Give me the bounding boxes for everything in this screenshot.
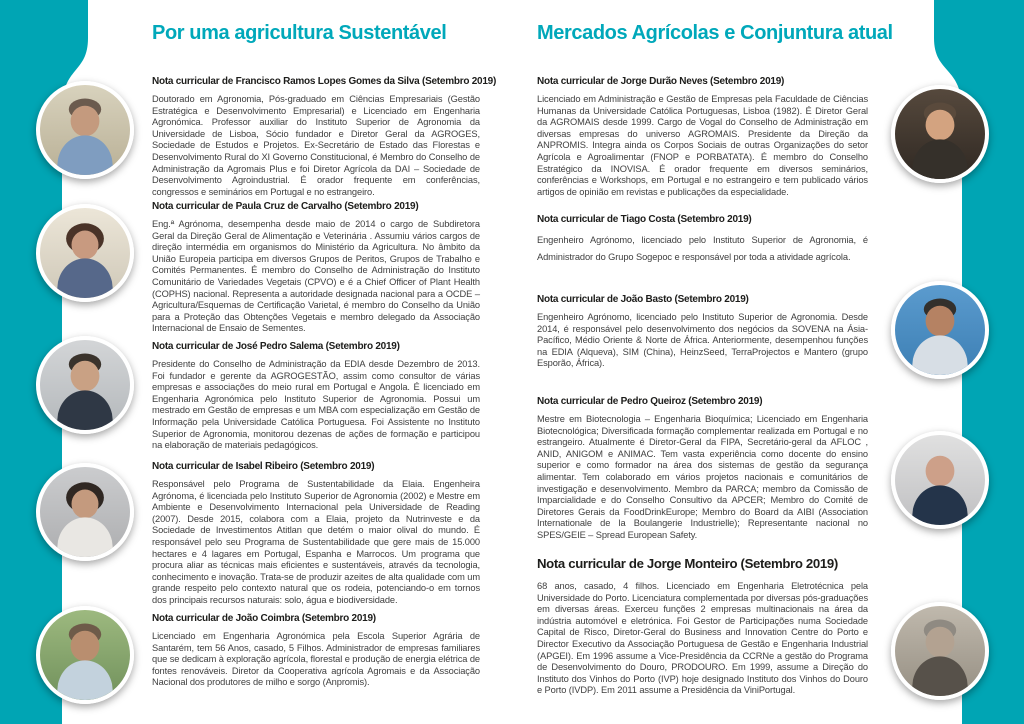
portrait-photo-jose-pedro-salema xyxy=(36,336,134,434)
bio-joao-coimbra xyxy=(152,613,480,689)
bio-text: Mestre em Biotecnologia – Engenharia Bioquímica; Licenciado em Engenharia Biotecnológica; Diversificada formação complementar realizada em Portugal e no estrangeiro. Atualmente é Diretor-Geral da FIPA, Secretário-geral da AFLOC , ANID, ANIGOM e ANIMAC. Tem vasta experiência como docente do ensino superior e como formador na área dos sistemas de gestão da segurança alimentar. Tem colaborado em vários projetos nacionais e comunitários de investigação e desenvolvimento. Membro da PARCA; membro da Comissão de Imparcialidade e do Conselho Consultivo da APCER; Membro do Comité de Diretores Gerais da FoodDrinkEurope; Membro do Board da AIBI (Association Internationale de la Boulangerie Industrielle); Representante nacional no SPES/GEIE – Spread European Safety. xyxy=(537,414,868,540)
bio-jorge-monteiro xyxy=(537,556,868,697)
bio-text: Presidente do Conselho de Administração da EDIA desde Dezembro de 2013. Foi fundador e gerente da AGROGESTÃO, assim como consultor de várias empresas e associações do meio rural em Portugal e Angola. É licenciado em Engenharia Agronómica pelo Instituto Superior de Agronomia. Possui um mestrado em Gestão de empresas e um MBA com especialização em Gestão de Informação pela Universidade Católica Portuguesa. Foi Assistente no Instituto Superior de Agronomia, monitorou dezenas de ações de formação e participou na elaboração de materiais pedagógicos. xyxy=(152,359,480,451)
bio-heading: Nota curricular de Jorge Monteiro (Setembro 2019) xyxy=(537,556,838,571)
bio-text: 68 anos, casado, 4 filhos. Licenciado em Engenharia Eletrotécnica pela Universidade do Porto. Licenciatura complementada por diversas pós-graduações em diversas áreas. Exerceu funções 2 empresas multinacionais na área da indústria automóvel e eletrónica. Foi Gestor de Participações numa Sociedade Capital de Risco, Diretor-Geral do Business and Innovation Centre do Porto e Director Executivo da Associação Portuguesa de Gestão e Engenharia Industrial (APGEI). Em 1996 assume a Vice-Presidência da CCRNe a gestão do Programa de Desenvolvimento do Douro, PRODOURO. Em 1999, assume a Direção do Instituto dos Vinhos do Porto (IVP) hoje designado Instituto dos Vinhos do Douro e Porto (IVDP). Em 2011 assume a Presidência da ViniPortugal. xyxy=(537,581,868,696)
bio-paula-cruz-carvalho xyxy=(152,201,480,335)
bio-text: Engenheiro Agrónomo, licenciado pelo Instituto Superior de Agronomia, é Administrador do Grupo Sogepoc e responsável por toda a atividade agrícola. xyxy=(537,235,868,262)
bio-heading: Nota curricular de José Pedro Salema (Setembro 2019) xyxy=(152,341,400,352)
bio-heading: Nota curricular de João Coimbra (Setembro 2019) xyxy=(152,613,376,624)
bio-text: Engenheiro Agrónomo, licenciado pelo Instituto Superior de Agronomia. Desde 2014, é responsável pelo desenvolvimento dos negócios da SOVENA na Ásia-Pacífico, Médio Oriente & Norte de África. Anteriormente, desempenhou funções na EDIA (Alqueva), SIM (China), HeinzSeed, TerraProjectos e Mantero (grupo Esporão, África). xyxy=(537,312,868,369)
portrait-photo-isabel-ribeiro xyxy=(36,463,134,561)
bio-text: Licenciado em Engenharia Agronómica pela Escola Superior Agrária de Santarém, tem 56 Anos, casado, 5 Filhos. Administrador de empresas familiares que se dedicam à exploração agrícola, florestal e produção de energia elétrica de fontes renováveis. Diretor da Cooperativa agrícola Agromais e da Associação Nacional dos produtores de milho e sorgo (Anpromis). xyxy=(152,631,480,688)
bio-heading: Nota curricular de Pedro Queiroz (Setembro 2019) xyxy=(537,396,763,407)
bio-heading: Nota curricular de Isabel Ribeiro (Setembro 2019) xyxy=(152,461,375,472)
portrait-photo-pedro-queiroz xyxy=(891,431,989,529)
portrait-photo-jorge-monteiro xyxy=(891,602,989,700)
bio-text: Licenciado em Administração e Gestão de Empresas pela Faculdade de Ciências Humanas da Universidade Católica Portuguesas, Lisboa (1982). É Diretor Geral da AGROMAIS desde 1999. Cargo de Vogal do Conselho de Administração em diversas empresas do universo AGROMAIS. Presidente da Direção da ANPROMIS. Integra ainda os Corpos Sociais de outras Organizações do setor Agrícola e Agroalimentar (FNOP e PORBATATA). É membro do Conselho Estratégico da INOVISA. É orador frequente em diversos seminários, conferências e Workshops, em Portugal e no estrangeiro e tem publicado vários artigos de opinião em revistas e publicações da especialidade. xyxy=(537,94,868,197)
bio-tiago-costa xyxy=(537,214,868,266)
bio-pedro-queiroz xyxy=(537,396,868,542)
portrait-photo-joao-basto xyxy=(891,281,989,379)
bio-francisco-ramos xyxy=(152,76,497,198)
bio-text: Doutorado em Agronomia, Pós-graduado em Ciências Empresariais (Gestão Estratégica e Desenvolvimento Empresarial) e Licenciado em Engenharia Agronómica. Professor auxiliar do Instituto Superior de Agronomia da Universidade de Lisboa, Sócio fundador e Diretor Geral da AGROGES, Sociedade de Estudos e Projetos. Ex-Secretário de Estado das Florestas e Desenvolvimento Rural do XI Governo Constitucional, é Membro do Conselho de Administração da Agromais Plus e foi Diretor Agrícola da DAI – Sociedade de Desenvolvimento Agroindustrial. É orador frequente em conferências, congressos e seminários em Portugal e no estrangeiro. xyxy=(152,94,480,197)
bio-isabel-ribeiro xyxy=(152,461,480,607)
bio-heading: Nota curricular de Paula Cruz de Carvalho (Setembro 2019) xyxy=(152,201,419,212)
bio-text: Eng.ª Agrónoma, desempenha desde maio de 2014 o cargo de Subdiretora Geral da Direção Geral de Alimentação e Veterinária . Assumiu vários cargos de direção intermédia em organismos do Ministério da Agricultura. No âmbito da União Europeia participa em diversos Grupos de Peritos, Grupos de Trabalho e Comités Permanentes. É membro do Conselho de Administração do Instituto Comunitário de Variedades Vegetais (CPVO) e é a Chief Officer of Plant Health (COPHS) nacional. Representa a autoridade designada nacional para a OCDE – Agricultura/Esquemas de Certificação Varietal, é membro do Conselho da União para a Proteção das Obtenções Vegetais e membro delegado da Associação Internacional de Ensaio de Sementes. xyxy=(152,219,480,334)
bio-jorge-durao-neves xyxy=(537,76,868,198)
section-title-left: Por uma agricultura Sustentável xyxy=(152,22,447,44)
section-sustainable-agriculture xyxy=(152,0,497,724)
bio-text: Responsável pelo Programa de Sustentabilidade da Elaia. Engenheira Agrónoma, é licenciada pelo Instituto Superior de Agronomia (2002) e Mestre em Ambiente e Desenvolvimento Internacional pela Universidade de Reading (2007). Desde 2015, colabora com a Elaia, projeto da Nutrinveste e da Sociedade de Investimentos Atitlan que detém o maior olival do mundo. É responsável pelo seu Programa de Sustentabilidade que gere mais de 15.000 hectares e 4 lagares em Portugal, Espanha e Marrocos. Um programa que procura aliar as técnicas mais eficientes e sustentáveis, através da tecnologia, conhecimento e inovação. Trata-se de produzir azeites de alta qualidade com um grande respeito pelo contexto natural que os rodeia, potenciando-o em tornos dos principais recursos naturais: solo, água e biodiversidade. xyxy=(152,479,480,605)
bio-heading: Nota curricular de Tiago Costa (Setembro 2019) xyxy=(537,214,752,225)
bio-joao-basto xyxy=(537,294,868,370)
bio-heading: Nota curricular de Francisco Ramos Lopes Gomes da Silva (Setembro 2019) xyxy=(152,76,497,87)
bio-jose-pedro-salema xyxy=(152,341,480,452)
portrait-photo-joao-coimbra xyxy=(36,606,134,704)
portrait-photo-francisco-ramos xyxy=(36,81,134,179)
bio-heading: Nota curricular de Jorge Durão Neves (Setembro 2019) xyxy=(537,76,785,87)
section-title-right: Mercados Agrícolas e Conjuntura atual xyxy=(537,22,893,44)
portrait-photo-jorge-durao-neves xyxy=(891,85,989,183)
bio-heading: Nota curricular de João Basto (Setembro 2019) xyxy=(537,294,749,305)
portrait-photo-paula-cruz-carvalho xyxy=(36,204,134,302)
section-agricultural-markets xyxy=(537,0,893,724)
